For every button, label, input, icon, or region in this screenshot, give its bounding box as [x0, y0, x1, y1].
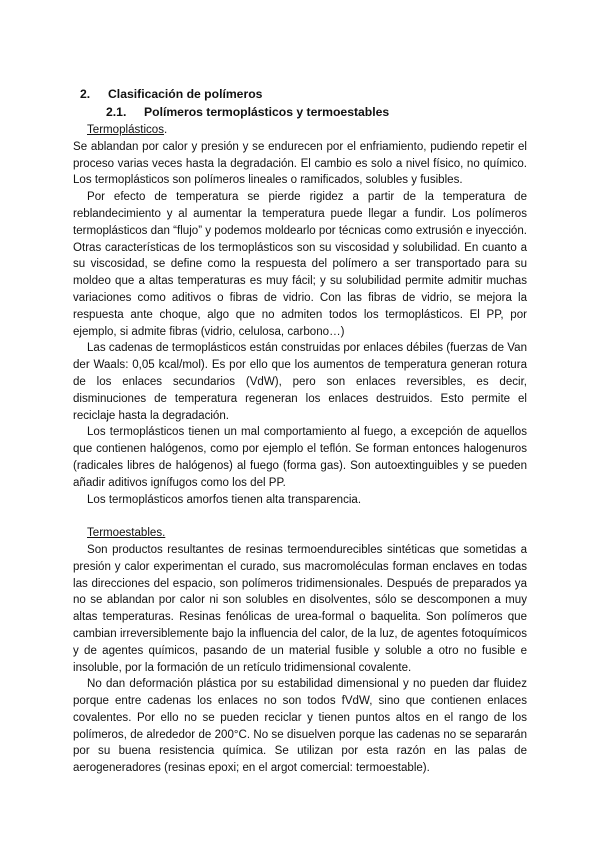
termoplasticos-heading-suffix: . [164, 124, 168, 136]
section-gap [87, 508, 527, 525]
termoplasticos-paragraph-2 [73, 189, 527, 340]
termoestables-p1-text: Son productos resultantes de resinas termoendurecibles sintéticas que sometidas a presión y calor experimentan el curado, sus macromoléculas forman enclaves en todas las direcciones del espacio, son polímeros tridimensionales. Después de preparados ya no se ablandan por calor ni son solubles en disolventes, sólo se descomponen a muy altas temperaturas. Resinas fenólicas de urea-formal o baquelita. Son polímeros que cambian irreversiblemente bajo la influencia del calor, de la luz, de agentes fotoquímicos y de agentes químicos, pasando de un material fusible y soluble a otro no fusible e insoluble, por la formación de un retículo tridimensional covalente. [73, 543, 527, 674]
subsection-title: Polímeros termoplásticos y termoestables [144, 105, 390, 119]
termoplasticos-p2-text: Por efecto de temperatura se pierde rigidez a partir de la temperatura de reblandecimiento y al aumentar la temperatura puede llegar a fundir. Los polímeros termoplásticos dan “flujo” y podemos moldearlo por técnicas como extrusión e inyección. Otras características de los termoplásticos son su viscosidad y solubilidad. En cuanto a su viscosidad, se define como la respuesta del polímero a ser transportado para su moldeo que a altas temperaturas es muy fácil; y su solubilidad permite admitir muchas variaciones como aditivos o fibras de vidrio. Con las fibras de vidrio, se mejora la respuesta ante choque, algo que no admiten todos los termoplásticos. El PP, por ejemplo, si admite fibras (vidrio, celulosa, carbono…) [73, 191, 527, 338]
termoplasticos-paragraph-5 [73, 492, 527, 509]
termoplasticos-p3-text: Las cadenas de termoplásticos están construidas por enlaces débiles (fuerzas de Van der Waals: 0,05 kcal/mol). Es por ello que los aumentos de temperatura generan rotura de los enlaces secundarios (VdW), pero son enlaces reversibles, es decir, disminuciones de temperatura regeneran los enlaces destruidos. Esto permite el reciclaje hasta la degradación. [73, 342, 527, 422]
termoplasticos-paragraph-1 [73, 139, 527, 189]
termoplasticos-p4-text: Los termoplásticos tienen un mal comportamiento al fuego, a excepción de aquellos que contienen halógenos, como por ejemplo el teflón. Se forman entonces halogenuros (radicales libres de halógenos) al fuego (forma gas). Son autoextinguibles y se pueden añadir aditivos ignífugos como los del PP. [73, 426, 527, 489]
termoplasticos-p5-text: Los termoplásticos amorfos tienen alta transparencia. [87, 493, 362, 506]
section-heading [80, 86, 262, 102]
termoplasticos-heading-text: Termoplásticos [87, 124, 165, 136]
section-number: 2. [80, 87, 91, 101]
termoplasticos-paragraph-4 [73, 424, 527, 491]
termoestables-heading-text: Termoestables. [87, 527, 166, 540]
document-body [73, 122, 527, 777]
termoplasticos-paragraph-3 [73, 340, 527, 424]
termoplasticos-heading [73, 122, 527, 139]
section-title: Clasificación de polímeros [108, 87, 263, 101]
termoestables-p2-text: No dan deformación plástica por su estabilidad dimensional y no pueden dar fluidez porque entre cadenas los enlaces no son todos fVdW, sino que contienen enlaces covalentes. Por ello no se pueden reciclar y tienen puntos altos en el rango de los polímeros, de alrededor de 200°C. No se disuelven porque las cadenas no se separarán por su buena resistencia química. Se utilizan por esta razón en las palas de aerogeneradores (resinas epoxi; en el argot comercial: termoestable). [73, 678, 527, 775]
subsection-heading [106, 104, 389, 120]
termoestables-heading [73, 525, 527, 542]
termoestables-paragraph-1 [73, 542, 527, 676]
termoplasticos-p1-text: Se ablandan por calor y presión y se endurecen por el enfriamiento, pudiendo repetir el proceso varias veces hasta la degradación. El cambio es solo a nivel físico, no químico. Los termoplásticos son polímeros lineales o ramificados, solubles y fusibles. [73, 140, 527, 187]
subsection-number: 2.1. [106, 105, 127, 119]
termoestables-paragraph-2 [73, 676, 527, 777]
